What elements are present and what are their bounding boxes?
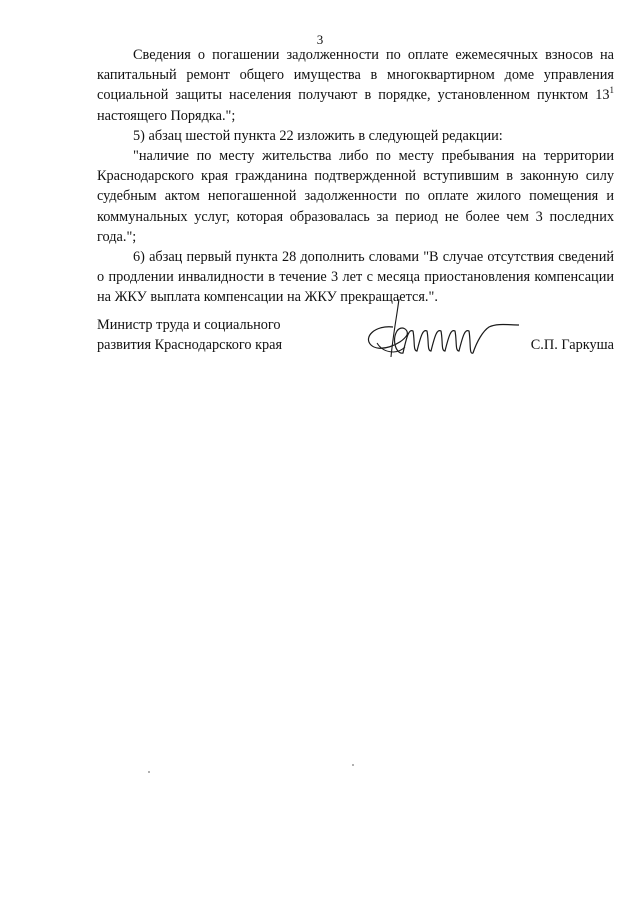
- page-number: 3: [316, 32, 324, 47]
- signer-title-line2: развития Краснодарского края: [97, 337, 283, 354]
- paragraph-item-6: 6) абзац первый пункта 28 дополнить словами "В случае отсутствия сведений о продлении инвалидности в течение 3 лет с месяца приостановления компенсации на ЖКУ выплата компенсации на ЖКУ прекращается.".: [97, 249, 614, 306]
- paragraph-quote: "наличие по месту жительства либо по месту пребывания на территории Краснодарского края гражданина подтвержденной вступившим в законную силу судебным актом непогашенной задолженности по оплате жилого помещения и коммунальных услуг, которая образовалась за период не более чем 3 последних года.";: [97, 148, 614, 245]
- signer-title: [97, 315, 282, 355]
- paragraph-item-5: 5) абзац шестой пункта 22 изложить в следующей редакции:: [133, 127, 503, 144]
- signature-block: [97, 315, 614, 375]
- paragraph-debt-info: [97, 45, 614, 126]
- scan-speck: [148, 771, 150, 773]
- scan-speck: [352, 764, 354, 766]
- paragraph-tail: настоящего Порядка.";: [97, 107, 236, 124]
- paragraph-text: Сведения о погашении задолженности по оплате ежемесячных взносов на капитальный ремонт общего имущества в многоквартирном доме управления социальной защиты населения получают в порядке, установленном пунктом 13: [97, 47, 614, 104]
- signer-title-line1: Министр труда и социального: [97, 317, 281, 333]
- superscript: 1: [609, 85, 614, 96]
- signer-name: С.П. Гаркуша: [530, 337, 614, 353]
- handwritten-signature: [357, 295, 527, 385]
- document-body: [97, 45, 614, 308]
